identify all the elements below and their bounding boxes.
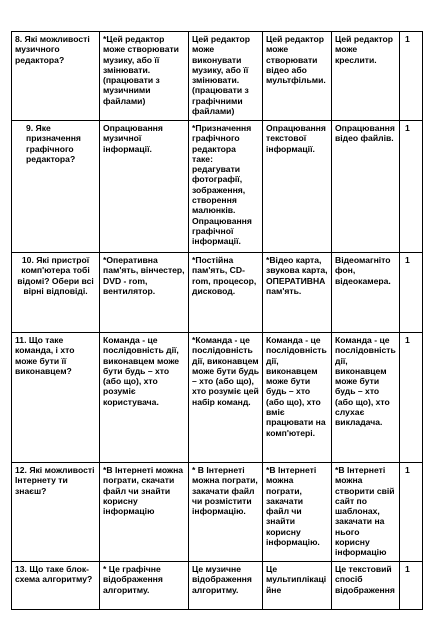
answer-c-cell: *Відео карта, звукова карта, ОПЕРАТИВНА пам'ять.	[263, 253, 332, 333]
answer-d-cell: *В Інтернеті можна створити свій сайт по шаблонах, закачати на нього корисну інформацію	[332, 463, 400, 562]
answer-c-cell: Це мультиплікаційне	[263, 562, 332, 610]
answer-a-cell: *Цей редактор може створювати музику, або її змінювати.(працювати з музичними файлами)	[100, 32, 189, 121]
question-cell: 11. Що таке команда, і хто може бути її виконавцем?	[12, 333, 100, 463]
table-row	[12, 463, 423, 562]
answer-b-cell: *Призначення графічного редактора таке: редагувати фотографії, зображення, створення малюнків. Опрацювання графічної інформації.	[189, 121, 263, 253]
answer-c-cell: Опрацювання текстової інформації.	[263, 121, 332, 253]
points-cell: 1	[400, 253, 423, 333]
table-row	[12, 32, 423, 121]
question-cell: 10. Які пристрої комп'ютера тобі відомі? Обери всі вірні відповіді.	[12, 253, 100, 333]
table-row	[12, 121, 423, 253]
points-cell: 1	[400, 32, 423, 121]
table-row	[12, 333, 423, 463]
answer-c-cell: Цей редактор може створювати відео або мультфільми.	[263, 32, 332, 121]
points-cell: 1	[400, 333, 423, 463]
answer-d-cell: Опрацювання відео файлів.	[332, 121, 400, 253]
answer-d-cell: Це текстовий спосіб відображення	[332, 562, 400, 610]
points-cell: 1	[400, 562, 423, 610]
quiz-table	[11, 31, 423, 610]
answer-c-cell: Команда - це послідовність дії, виконавцем може бути будь – хто (або що), хто вміє працювати на комп'ютері.	[263, 333, 332, 463]
answer-a-cell: Опрацювання музичної інформації.	[100, 121, 189, 253]
answer-d-cell: Цей редактор може креслити.	[332, 32, 400, 121]
answer-d-cell: Команда - це послідовність дії, виконавцем може бути будь – хто (або що), хто слухає викладача.	[332, 333, 400, 463]
answer-b-cell: Це музичне відображення алгоритму.	[189, 562, 263, 610]
answer-d-cell: Відеомагнітофон, відеокамера.	[332, 253, 400, 333]
answer-c-cell: *В Інтернеті можна пограти, закачати файл чи знайти корисну інформацію.	[263, 463, 332, 562]
answer-b-cell: *Команда - це послідовність дії, виконавцем може бути будь – хто (або що), хто розуміє цей набір команд.	[189, 333, 263, 463]
question-cell: 8. Які можливості музичного редактора?	[12, 32, 100, 121]
answer-a-cell: Команда - це послідовність дії, виконавцем може бути будь – хто (або що), хто розуміє користувача.	[100, 333, 189, 463]
question-cell: 9. Яке призначення графічного редактора?	[12, 121, 100, 253]
question-cell: 12. Які можливості Інтернету ти знаєш?	[12, 463, 100, 562]
question-cell: 13. Що таке блок-схема алгоритму?	[12, 562, 100, 610]
answer-a-cell: *В Інтернеті можна пограти, скачати файл чи знайти корисну інформацію	[100, 463, 189, 562]
answer-a-cell: *Оперативна пам'ять, вінчестер, DVD - rom, вентилятор.	[100, 253, 189, 333]
points-cell: 1	[400, 121, 423, 253]
answer-b-cell: *Постійна пам'ять, CD-rom, процесор, дисковод.	[189, 253, 263, 333]
answer-b-cell: * В Інтернеті можна пограти, закачати файл чи розмістити інформацію.	[189, 463, 263, 562]
points-cell: 1	[400, 463, 423, 562]
table-row	[12, 253, 423, 333]
table-row	[12, 562, 423, 610]
answer-a-cell: * Це графічне відображення алгоритму.	[100, 562, 189, 610]
answer-b-cell: Цей редактор може виконувати музику, або її змінювати. (працювати з графічними файлами)	[189, 32, 263, 121]
